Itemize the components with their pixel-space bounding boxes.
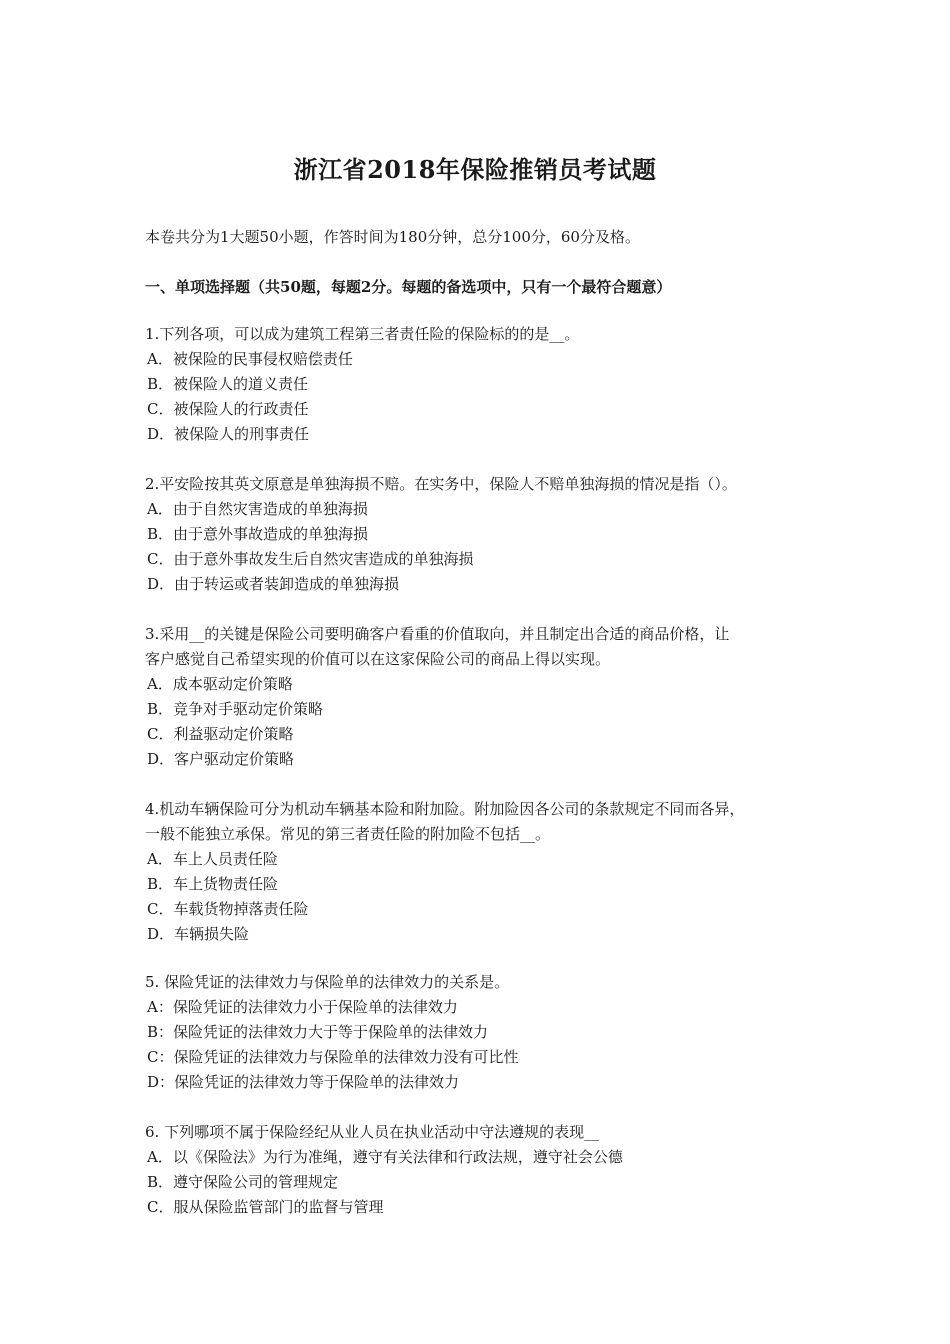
question-stem: 1.下列各项，可以成为建筑工程第三者责任险的保险标的的是__。	[145, 325, 580, 343]
question-3	[145, 622, 835, 772]
option-d: D：保险凭证的法律效力等于保险单的法律效力	[147, 1073, 460, 1091]
option-d: D．客户驱动定价策略	[147, 750, 295, 768]
option-a: A：保险凭证的法律效力小于保险单的法律效力	[147, 998, 458, 1016]
exam-intro: 本卷共分为1大题50小题，作答时间为180分钟，总分100分，60分及格。	[145, 228, 640, 246]
question-5	[145, 970, 835, 1095]
question-stem-continued: 一般不能独立承保。常见的第三者责任险的附加险不包括__。	[145, 825, 551, 843]
section-heading: 一、单项选择题（共50题，每题2分。每题的备选项中，只有一个最符合题意）	[145, 278, 672, 296]
option-c: C．利益驱动定价策略	[147, 725, 294, 743]
option-b: B．竞争对手驱动定价策略	[147, 700, 324, 718]
option-c: C．服从保险监管部门的监督与管理	[147, 1198, 384, 1216]
option-a: A．成本驱动定价策略	[147, 675, 293, 693]
question-stem: 5. 保险凭证的法律效力与保险单的法律效力的关系是。	[145, 973, 510, 991]
option-c: C．车载货物掉落责任险	[147, 900, 309, 918]
question-stem: 2.平安险按其英文原意是单独海损不赔。在实务中，保险人不赔单独海损的情况是指（）。	[145, 475, 737, 493]
option-d: D．被保险人的刑事责任	[147, 425, 310, 443]
question-stem: 4.机动车辆保险可分为机动车辆基本险和附加险。附加险因各公司的条款规定不同而各异，	[145, 800, 745, 818]
option-a: A．被保险的民事侵权赔偿责任	[147, 350, 353, 368]
option-b: B：保险凭证的法律效力大于等于保险单的法律效力	[147, 1023, 489, 1041]
option-b: B．车上货物责任险	[147, 875, 279, 893]
question-6	[145, 1120, 835, 1220]
option-c: C：保险凭证的法律效力与保险单的法律效力没有可比性	[147, 1048, 519, 1066]
document-title: 浙江省2018年保险推销员考试题	[293, 155, 657, 184]
option-d: D．由于转运或者装卸造成的单独海损	[147, 575, 400, 593]
option-b: B．被保险人的道义责任	[147, 375, 309, 393]
question-stem: 3.采用__的关键是保险公司要明确客户看重的价值取向，并且制定出合适的商品价格，让	[145, 625, 730, 643]
question-stem-continued: 客户感觉自己希望实现的价值可以在这家保险公司的商品上得以实现。	[145, 650, 611, 668]
option-d: D．车辆损失险	[147, 925, 250, 943]
question-2	[145, 472, 835, 597]
option-b: B．遵守保险公司的管理规定	[147, 1173, 339, 1191]
option-c: C．由于意外事故发生后自然灾害造成的单独海损	[147, 550, 474, 568]
option-a: A．车上人员责任险	[147, 850, 278, 868]
question-stem: 6. 下列哪项不属于保险经纪从业人员在执业活动中守法遵规的表现__	[145, 1123, 600, 1141]
option-a: A．以《保险法》为行为准绳，遵守有关法律和行政法规，遵守社会公德	[147, 1148, 623, 1166]
option-a: A．由于自然灾害造成的单独海损	[147, 500, 368, 518]
question-4	[145, 797, 835, 947]
option-c: C．被保险人的行政责任	[147, 400, 309, 418]
question-1	[145, 322, 835, 447]
option-b: B．由于意外事故造成的单独海损	[147, 525, 369, 543]
